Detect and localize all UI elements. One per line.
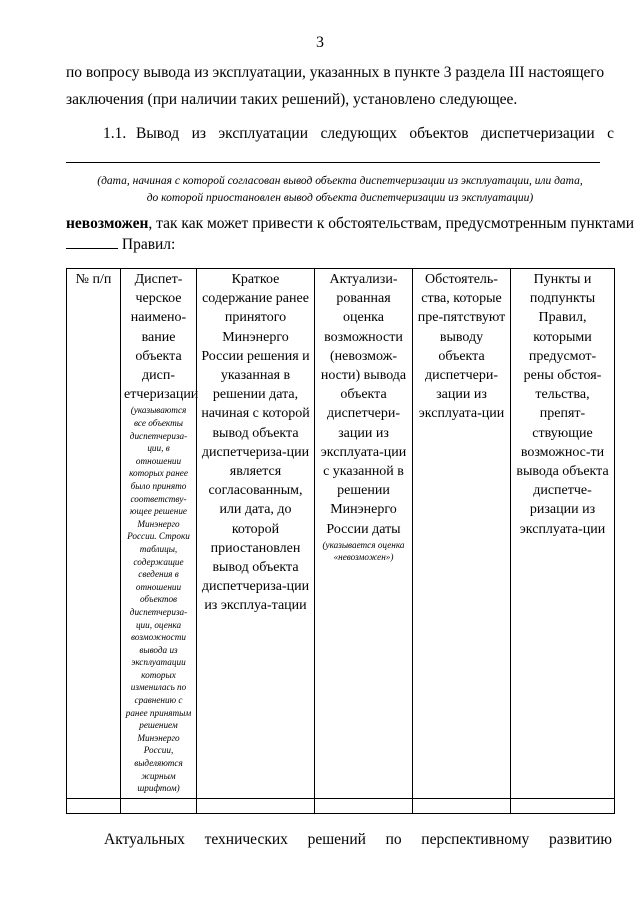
dispatch-objects-table (66, 268, 615, 814)
table-cell (121, 799, 197, 814)
intro-line-2: заключения (при наличии таких решений), установлено следующее. (66, 91, 518, 108)
conclusion-after-blank: Правил: (118, 236, 176, 253)
header-rules-points: Пункты и подпункты Правил, которыми предусмот-рены обстоя-тельства, препят-ствующие возможнос-ти вывода объекта диспетче-ризации из эксплуата-ции (511, 269, 615, 799)
header-updated-assessment-label: Актуализи-рованная оценка возможности (невозмож-ности) вывода объекта диспетчери-зации из эксплуата-ции с указанной в решении Минэнерго России даты (320, 272, 407, 537)
points-blank (66, 234, 118, 249)
date-note-line-1: (дата, начиная с которой согласован вывод объекта диспетчеризации из эксплуатации, или дата, (97, 175, 583, 187)
conclusion-line-2 (66, 234, 175, 255)
page-number: 3 (316, 34, 324, 51)
intro-line-1: по вопросу вывода из эксплуатации, указанных в пункте 3 раздела III настоящего (66, 64, 605, 81)
table-cell (197, 799, 315, 814)
table-header-row (67, 269, 615, 799)
section-number: 1.1. (103, 125, 127, 142)
table-cell (413, 799, 511, 814)
header-updated-assessment (315, 269, 413, 799)
footer-line: Актуальных технических решений по перспективному развитию (104, 831, 612, 848)
conclusion-line-1 (66, 214, 634, 234)
table-cell (315, 799, 413, 814)
header-row-number: № п/п (67, 269, 121, 799)
table-cell (511, 799, 615, 814)
header-circumstances: Обстоятель-ства, которые пре-пятствуют выводу объекта диспетчери-зации из эксплуата-ции (413, 269, 511, 799)
header-object-name-note: (указываются все объекты диспетчериза-ции, в отношении которых ранее было принято соответству-ющее решение Минэнерго России. Строки таблицы, содержащие сведения в отношении объектов диспетчериза-ции, оценка возможности вывода из эксплуатации которых изменилась по сравнению с ранее принятым решением Минэнерго России, выделяются жирным шрифтом) (125, 405, 192, 794)
conclusion-rest: , так как может привести к обстоятельствам, предусмотренным пунктами (148, 215, 635, 232)
table-row (67, 799, 615, 814)
header-object-name (121, 269, 197, 799)
section-text: Вывод из эксплуатации следующих объектов диспетчеризации с (136, 125, 614, 142)
date-note-line-2: до которой приостановлен вывод объекта диспетчеризации из эксплуатации) (146, 192, 534, 204)
header-updated-assessment-note: (указывается оценка «невозможен») (322, 539, 405, 563)
date-fill-line (66, 162, 600, 163)
header-object-name-label: Диспет-черское наимено-вание объекта дисп-етчеризации (124, 272, 199, 403)
header-previous-decision: Краткое содержание ранее принятого Минэнерго России решения и указанная в решении дата, начиная с которой вывод объекта диспетчериза-ции является согласованным, или дата, до которой приостановлен вывод объекта диспетчериза-ции из эксплуа-тации (197, 269, 315, 799)
table-cell (67, 799, 121, 814)
conclusion-bold: невозможен (66, 215, 149, 232)
